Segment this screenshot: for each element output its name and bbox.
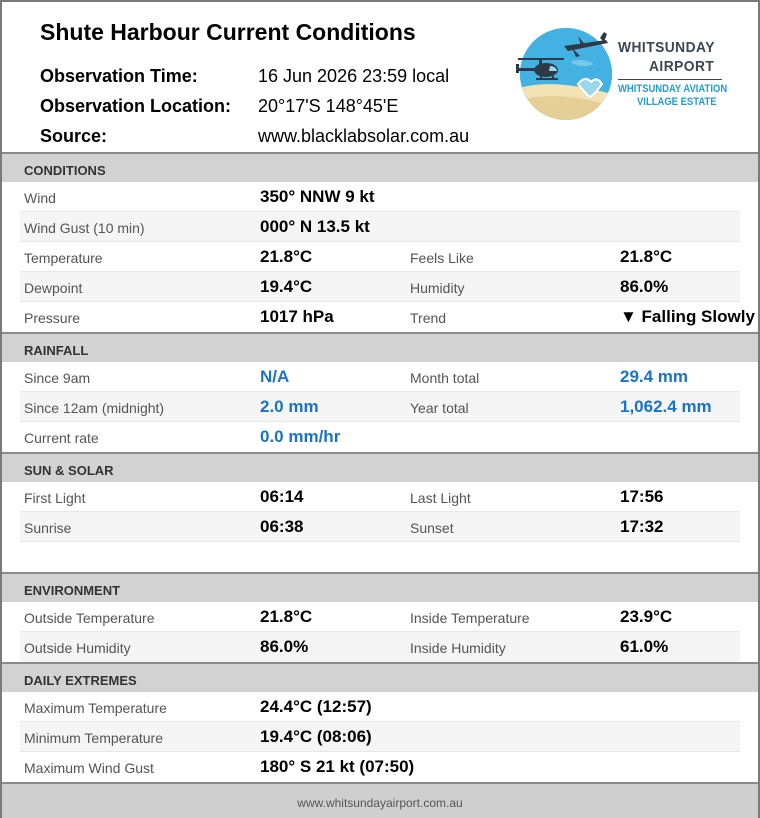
humidity-value: 86.0% (620, 277, 669, 296)
section-environment (2, 572, 758, 602)
trend-label: Trend (410, 310, 447, 326)
row-first-light (20, 482, 740, 512)
source-label: Source: (40, 126, 108, 146)
inside-humidity-label: Inside Humidity (410, 640, 506, 656)
month-total-value: 29.4 mm (620, 367, 689, 386)
section-title: RAINFALL (24, 343, 89, 358)
section-title: SUN & SOLAR (24, 463, 114, 478)
footer (2, 782, 758, 818)
current-rate-label: Current rate (24, 430, 99, 446)
pressure-value: 1017 hPa (260, 307, 334, 326)
observation-location-value: 20°17'S 148°45'E (258, 96, 399, 116)
month-total-label: Month total (410, 370, 480, 386)
row-wind (20, 182, 740, 212)
header (2, 2, 758, 152)
logo-text-aviation: WHITSUNDAY AVIATION (618, 83, 728, 95)
outside-temperature-label: Outside Temperature (24, 610, 155, 626)
wind-gust-value: 000° N 13.5 kt (260, 217, 370, 236)
feels-like-value: 21.8°C (620, 247, 673, 266)
sunrise-value: 06:38 (260, 517, 304, 536)
section-title: DAILY EXTREMES (24, 673, 137, 688)
observation-time-label: Observation Time: (40, 66, 198, 86)
since-midnight-label: Since 12am (midnight) (24, 400, 165, 416)
sunrise-label: Sunrise (24, 520, 72, 536)
max-wind-gust-value: 180° S 21 kt (07:50) (260, 757, 415, 776)
section-sun-solar (2, 452, 758, 482)
section-conditions (2, 152, 758, 182)
row-min-temperature (20, 722, 740, 752)
pressure-label: Pressure (24, 310, 81, 326)
outside-humidity-value: 86.0% (260, 637, 309, 656)
section-title: CONDITIONS (24, 163, 106, 178)
since-9am-value: N/A (260, 367, 290, 386)
row-current-rate (20, 422, 740, 452)
row-wind-gust (20, 212, 740, 242)
max-temperature-value: 24.4°C (12:57) (260, 697, 372, 716)
year-total-value: 1,062.4 mm (620, 397, 712, 416)
outside-temperature-value: 21.8°C (260, 607, 313, 626)
observation-time-value: 16 Jun 2026 23:59 local (258, 66, 450, 86)
first-light-label: First Light (24, 490, 86, 506)
inside-humidity-value: 61.0% (620, 637, 669, 656)
whitsunday-airport-logo (512, 26, 736, 122)
min-temperature-label: Minimum Temperature (24, 730, 164, 746)
feels-like-label: Feels Like (410, 250, 474, 266)
row-pressure (20, 302, 755, 332)
airport-badge-icon (512, 26, 612, 122)
row-outside-temperature (20, 602, 740, 632)
since-midnight-value: 2.0 mm (260, 397, 319, 416)
source-value: www.blacklabsolar.com.au (258, 126, 470, 146)
year-total-label: Year total (410, 400, 469, 416)
wind-value: 350° NNW 9 kt (260, 187, 375, 206)
page-title: Shute Harbour Current Conditions (40, 19, 416, 45)
outside-humidity-label: Outside Humidity (24, 640, 131, 656)
logo-text-village-estate: VILLAGE ESTATE (637, 96, 717, 108)
inside-temperature-value: 23.9°C (620, 607, 673, 626)
row-outside-humidity (20, 632, 740, 662)
footer-url[interactable]: www.whitsundayairport.com.au (297, 796, 463, 810)
wind-gust-label: Wind Gust (10 min) (24, 220, 145, 236)
last-light-value: 17:56 (620, 487, 664, 506)
sunset-value: 17:32 (620, 517, 664, 536)
row-since-midnight (20, 392, 740, 422)
temperature-label: Temperature (24, 250, 103, 266)
row-temperature (20, 242, 740, 272)
humidity-label: Humidity (410, 280, 465, 296)
temperature-value: 21.8°C (260, 247, 313, 266)
logo-divider (618, 79, 722, 80)
row-since-9am (20, 362, 740, 392)
row-dewpoint (20, 272, 740, 302)
sunset-label: Sunset (410, 520, 454, 536)
row-max-temperature (20, 692, 740, 722)
row-max-wind-gust (20, 752, 740, 782)
logo-text-airport: AIRPORT (649, 58, 715, 75)
observation-location-label: Observation Location: (40, 96, 232, 116)
dewpoint-label: Dewpoint (24, 280, 83, 296)
first-light-value: 06:14 (260, 487, 304, 506)
wind-label: Wind (24, 190, 56, 206)
dewpoint-value: 19.4°C (260, 277, 313, 296)
logo-text-whitsunday: WHITSUNDAY (618, 39, 715, 56)
last-light-label: Last Light (410, 490, 471, 506)
section-title: ENVIRONMENT (24, 583, 121, 598)
max-temperature-label: Maximum Temperature (24, 700, 167, 716)
max-wind-gust-label: Maximum Wind Gust (24, 760, 154, 776)
section-daily-extremes (2, 662, 758, 692)
trend-value: ▼ Falling Slowly (620, 307, 755, 326)
current-rate-value: 0.0 mm/hr (260, 427, 341, 446)
min-temperature-value: 19.4°C (08:06) (260, 727, 372, 746)
inside-temperature-label: Inside Temperature (410, 610, 530, 626)
since-9am-label: Since 9am (24, 370, 91, 386)
section-rainfall (2, 332, 758, 362)
row-sunrise (20, 512, 740, 542)
